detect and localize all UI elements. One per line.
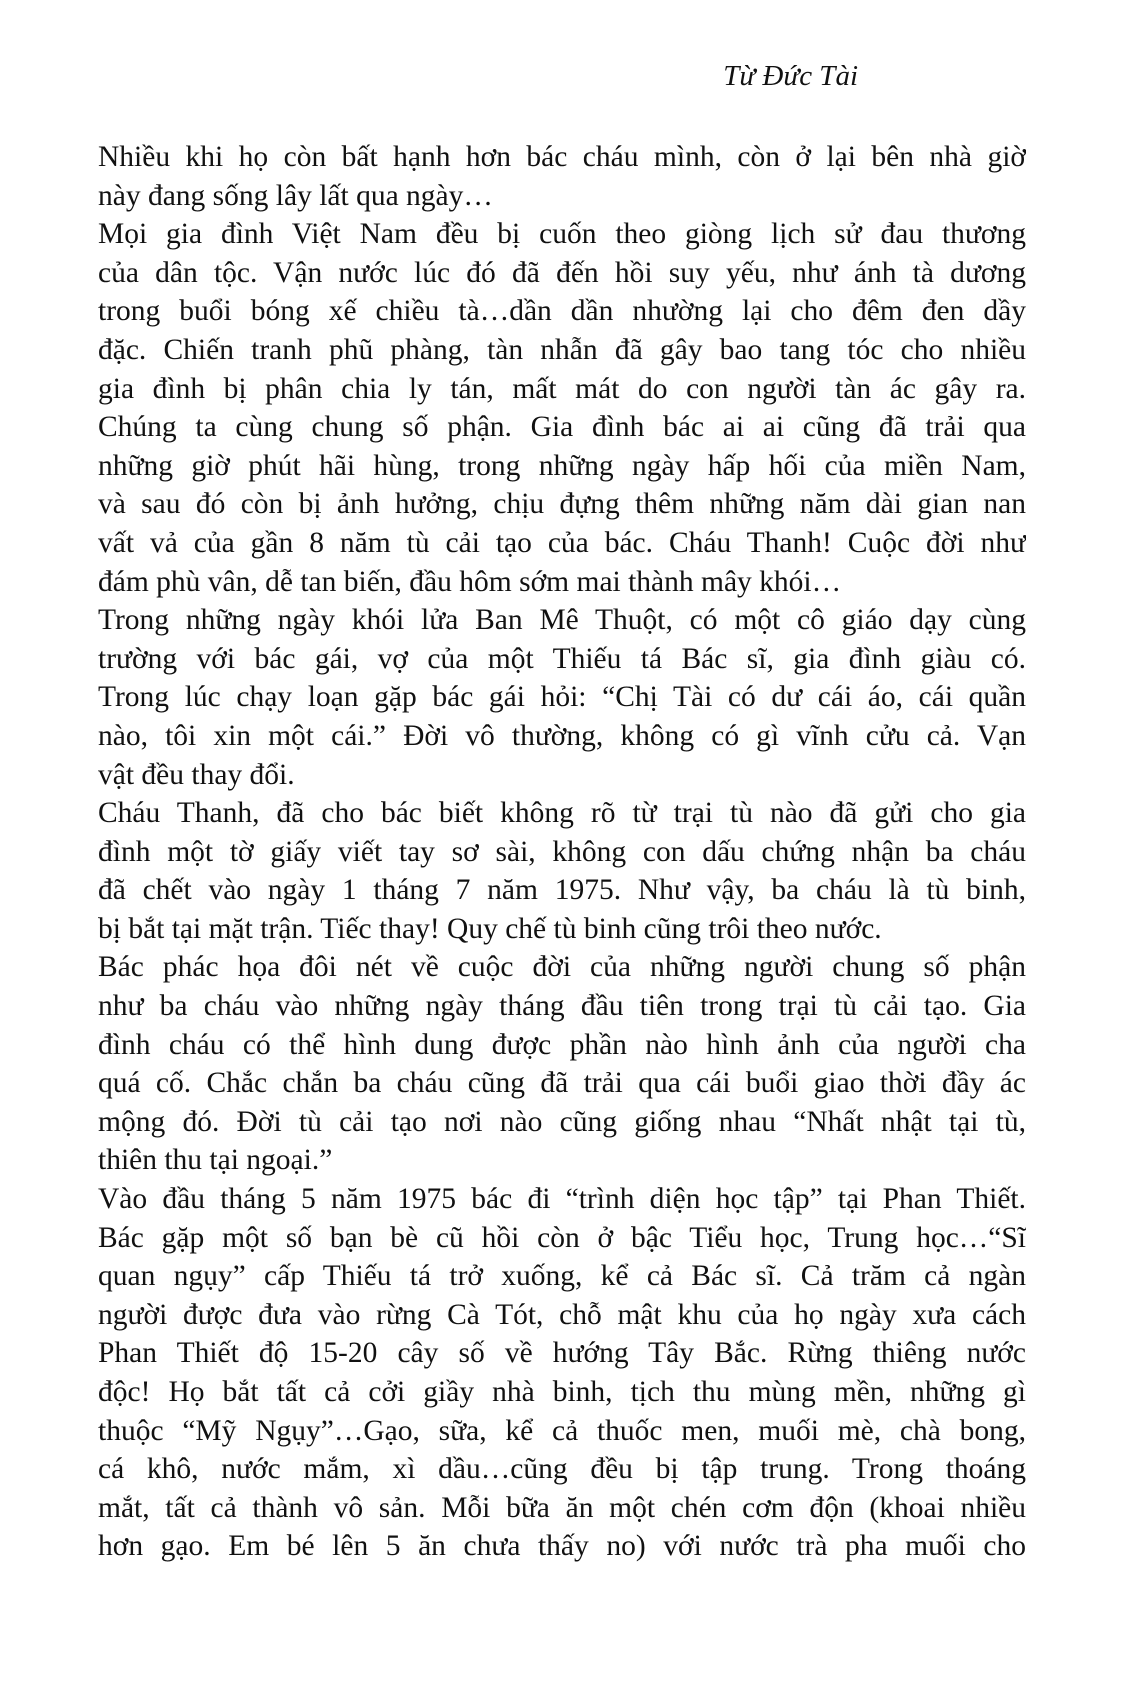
paragraph [98,794,1026,948]
text-line: mắt, tất cả thành vô sản. Mỗi bữa ăn một chén cơm độn (khoai nhiều [98,1491,1026,1524]
text-line: người được đưa vào rừng Cà Tót, chỗ mật khu của họ ngày xưa cách [98,1298,1026,1331]
text-line: Bác gặp một số bạn bè cũ hồi còn ở bậc Tiểu học, Trung học…“Sĩ [98,1221,1026,1254]
text-line: Mọi gia đình Việt Nam đều bị cuốn theo giòng lịch sử đau thương [98,218,1026,251]
paragraph [98,601,1026,794]
paragraph [98,1180,1026,1566]
text-line: vật đều thay đổi. [98,758,295,791]
text-line: đặc. Chiến tranh phũ phàng, tàn nhẫn đã gây bao tang tóc cho nhiều [98,333,1026,366]
text-line: thuộc “Mỹ Ngụy”…Gạo, sữa, kể cả thuốc men, muối mè, chà bong, [98,1414,1026,1447]
text-line: quá cố. Chắc chắn ba cháu cũng đã trải qua cái buổi giao thời đầy ác [98,1067,1026,1100]
text-line: trường với bác gái, vợ của một Thiếu tá Bác sĩ, gia đình giàu có. [98,642,1026,675]
text-line: Trong lúc chạy loạn gặp bác gái hỏi: “Chị Tài có dư cái áo, cái quần [98,681,1026,714]
running-header-author: Từ Đức Tài [723,60,858,92]
paragraph [98,215,1026,601]
text-line: của dân tộc. Vận nước lúc đó đã đến hồi suy yếu, như ánh tà dương [98,256,1026,289]
text-line: và sau đó còn bị ảnh hưởng, chịu đựng thêm những năm dài gian nan [98,488,1026,521]
text-line: vất vả của gần 8 năm tù cải tạo của bác. Cháu Thanh! Cuộc đời như [98,526,1026,559]
text-line: Cháu Thanh, đã cho bác biết không rõ từ trại tù nào đã gửi cho gia [98,797,1026,830]
text-line: mộng đó. Đời tù cải tạo nơi nào cũng giống nhau “Nhất nhật tại tù, [98,1105,1026,1138]
text-line: đình một tờ giấy viết tay sơ sài, không con dấu chứng nhận ba cháu [98,835,1026,868]
text-line: đình cháu có thể hình dung được phần nào hình ảnh của người cha [98,1028,1026,1061]
text-line: Chúng ta cùng chung số phận. Gia đình bác ai ai cũng đã trải qua [98,411,1026,444]
text-line: Trong những ngày khói lửa Ban Mê Thuột, có một cô giáo dạy cùng [98,604,1026,637]
text-line: bị bắt tại mặt trận. Tiếc thay! Quy chế tù binh cũng trôi theo nước. [98,912,882,945]
text-line: độc! Họ bắt tất cả cởi giầy nhà binh, tịch thu mùng mền, những gì [98,1376,1026,1408]
text-line: Nhiều khi họ còn bất hạnh hơn bác cháu mình, còn ở lại bên nhà giờ [98,141,1026,173]
paragraph [98,138,1026,215]
text-line: cá khô, nước mắm, xì dầu…cũng đều bị tập trung. Trong thoáng [98,1453,1026,1486]
text-line: này đang sống lây lất qua ngày… [98,179,493,212]
text-line: gia đình bị phân chia ly tán, mất mát do con người tàn ác gây ra. [98,372,1026,405]
text-line: thiên thu tại ngoại.” [98,1144,333,1177]
text-line: đám phù vân, dễ tan biến, đầu hôm sớm mai thành mây khói… [98,565,842,598]
text-line: quan ngụy” cấp Thiếu tá trở xuống, kể cả Bác sĩ. Cả trăm cả ngàn [98,1260,1026,1293]
text-line: hơn gạo. Em bé lên 5 ăn chưa thấy no) với nước trà pha muối cho [98,1530,1026,1563]
text-line: như ba cháu vào những ngày tháng đầu tiên trong trại tù cải tạo. Gia [98,990,1026,1023]
text-line: đã chết vào ngày 1 tháng 7 năm 1975. Như vậy, ba cháu là tù binh, [98,874,1026,907]
text-line: nào, tôi xin một cái.” Đời vô thường, không có gì vĩnh cửu cả. Vạn [98,719,1026,752]
text-line: Bác phác họa đôi nét về cuộc đời của những người chung số phận [98,951,1026,984]
text-line: trong buổi bóng xế chiều tà…dần dần nhường lại cho đêm đen dầy [98,295,1026,328]
text-line: Phan Thiết độ 15-20 cây số về hướng Tây Bắc. Rừng thiêng nước [98,1337,1026,1370]
paragraph [98,948,1026,1180]
text-line: những giờ phút hãi hùng, trong những ngày hấp hối của miền Nam, [98,449,1026,482]
text-line: Vào đầu tháng 5 năm 1975 bác đi “trình diện học tập” tại Phan Thiết. [98,1183,1026,1216]
body-text [98,138,1026,1566]
